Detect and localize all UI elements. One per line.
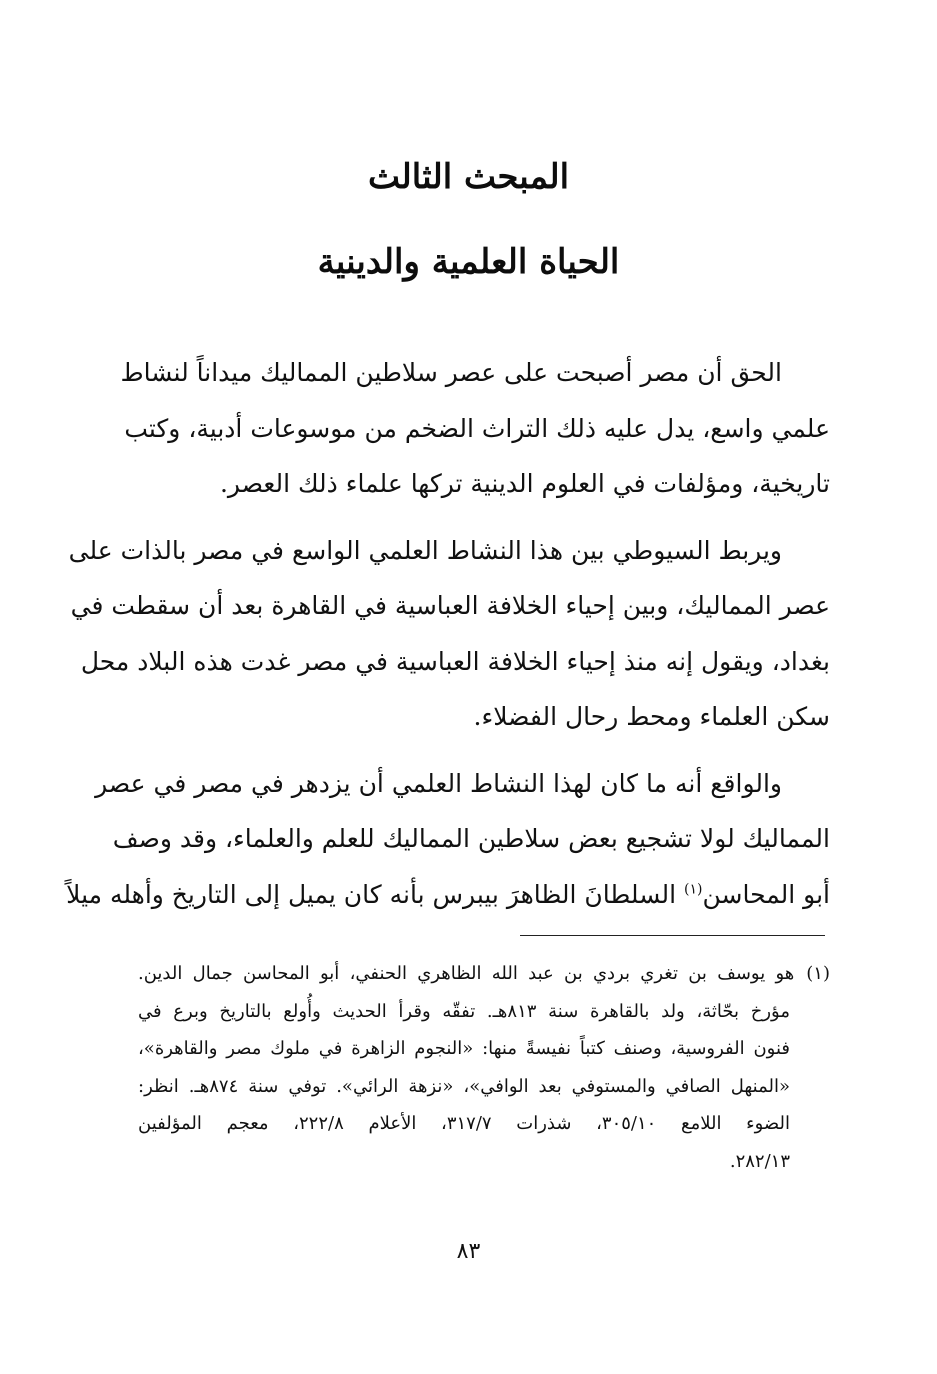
footnote-reference[interactable]: (١) xyxy=(684,881,703,898)
paragraph-line: عصر المماليك، وبين إحياء الخلافة العباسية في القاهرة بعد أن سقطت في xyxy=(70,591,830,620)
footnote-1 xyxy=(138,955,830,1180)
footnote-line: «المنهل الصافي والمستوفي بعد الوافي»، «نزهة الرائي». توفي سنة ٨٧٤هـ. انظر: xyxy=(138,1075,791,1097)
footnotes xyxy=(138,955,830,1180)
footnote-line: ٢٨٢/١٣. xyxy=(729,1150,790,1172)
paragraph-line: والواقع أنه ما كان لهذا النشاط العلمي أن يزدهر في مصر في عصر xyxy=(95,768,782,798)
body-text xyxy=(66,345,830,933)
chapter-title: الحياة العلمية والدينية xyxy=(317,242,620,282)
paragraph-1 xyxy=(120,345,830,512)
paragraph-line: بغداد، ويقول إنه منذ إحياء الخلافة العباسية في مصر غدت هذه البلاد محل xyxy=(80,646,830,676)
footnote-line xyxy=(138,955,830,993)
footnote-line: الضوء اللامع ٣٠٥/١٠، شذرات ٣١٧/٧، الأعلام ٢٢٢/٨، معجم المؤلفين xyxy=(138,1113,790,1134)
paragraph-line: المماليك لولا تشجيع بعض سلاطين المماليك للعلم والعلماء، وقد وصف xyxy=(112,824,830,853)
paragraph-3 xyxy=(66,756,830,923)
paragraph-line: تاريخية، ومؤلفات في العلوم الدينية تركها علماء ذلك العصر. xyxy=(219,469,830,498)
paragraph-line: ويربط السيوطي بين هذا النشاط العلمي الواسع في مصر بالذات على xyxy=(68,535,782,565)
section-heading: المبحث الثالث xyxy=(367,157,570,197)
line-text-after-ref: السلطانَ الظاهرَ بيبرس بأنه كان يميل إلى التاريخ وأهله ميلاً xyxy=(66,879,685,909)
paragraph-line-with-footnote xyxy=(66,867,830,923)
paragraph-line: سكن العلماء ومحط رحال الفضلاء. xyxy=(473,702,830,731)
line-text-before-ref: أبو المحاسن xyxy=(702,879,830,909)
page-number: ٨٣ xyxy=(456,1239,481,1264)
paragraph-2 xyxy=(68,523,830,745)
footnote-divider xyxy=(520,935,825,936)
footnote-line-text: هو يوسف بن تغري بردي بن عبد الله الظاهري الحنفي، أبو المحاسن جمال الدين. xyxy=(138,963,795,984)
paragraph-line: الحق أن مصر أصبحت على عصر سلاطين المماليك ميداناً لنشاط xyxy=(120,358,782,387)
footnote-line: مؤرخ بحّاثة، ولد بالقاهرة سنة ٨١٣هـ. تفقّه وقرأ الحديث وأُولع بالتاريخ وبرع في xyxy=(138,1000,790,1022)
footnote-line: فنون الفروسية، وصنف كتباً نفيسةً منها: «النجوم الزاهرة في ملوك مصر والقاهرة»، xyxy=(138,1038,791,1059)
paragraph-line: علمي واسع، يدل عليه ذلك التراث الضخم من موسوعات أدبية، وكتب xyxy=(124,413,830,443)
footnote-marker: (١) xyxy=(806,963,830,984)
